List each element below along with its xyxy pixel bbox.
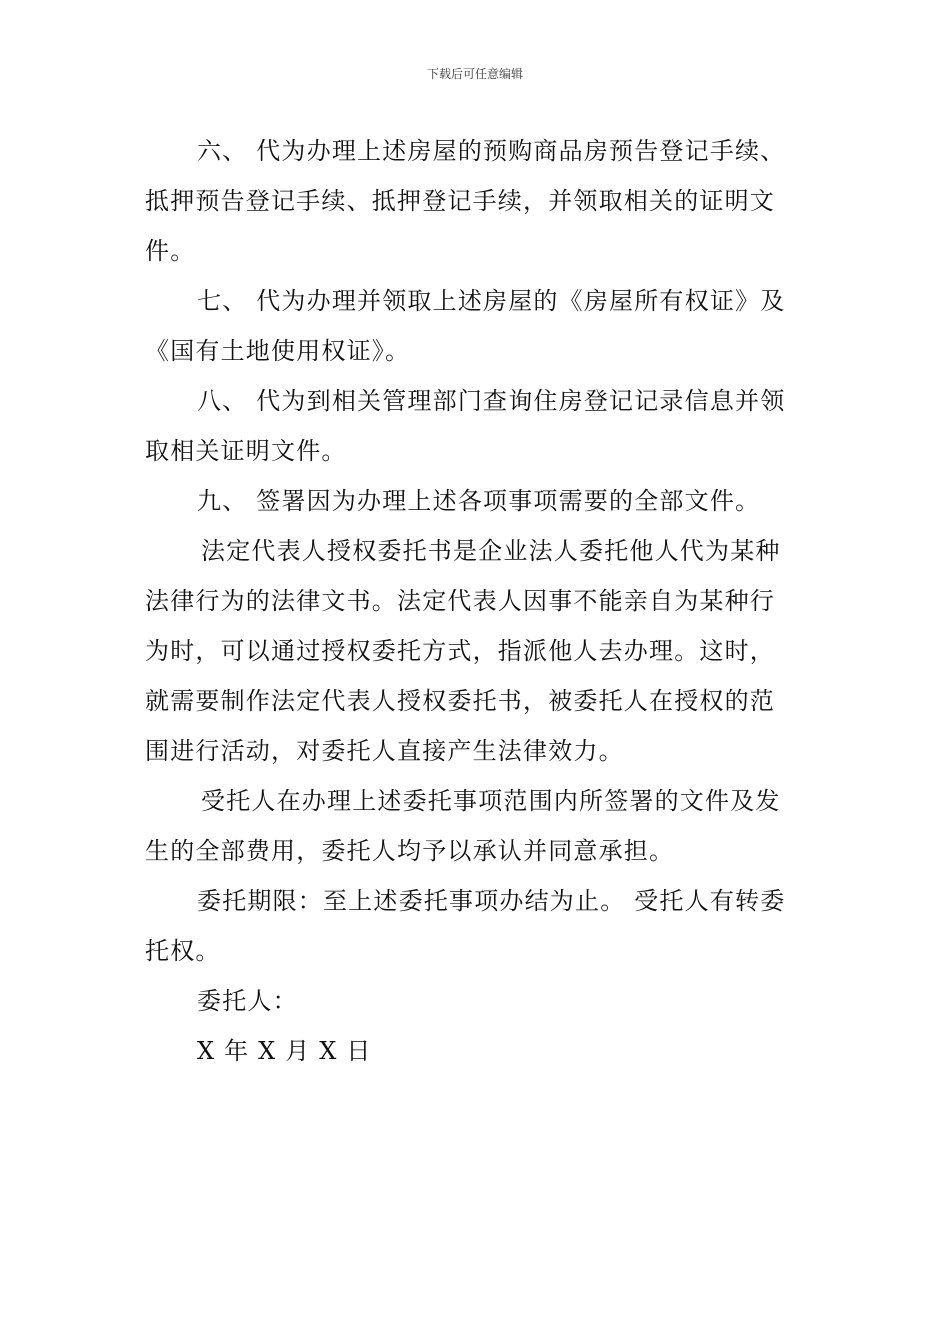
paragraph-line: 法定代表人授权委托书是企业法人委托他人代为某种 (201, 537, 781, 565)
document-body (145, 126, 807, 1076)
clause-7 (145, 276, 807, 376)
principal-signature-line (145, 976, 807, 1026)
acknowledgement-paragraph (145, 776, 807, 876)
paragraph-line: 法律行为的法律文书。法定代表人因事不能亲自为某种行 (145, 587, 775, 615)
paragraph-line: 七、 代为办理并领取上述房屋的《房屋所有权证》及 (197, 287, 786, 315)
term-paragraph (145, 876, 807, 976)
paragraph-line: 委托人： (197, 987, 298, 1015)
explanation-paragraph (145, 526, 807, 776)
paragraph-line: 抵押预告登记手续、抵押登记手续，并领取相关的证明文 (145, 187, 775, 215)
paragraph-line: 围进行活动，对委托人直接产生法律效力。 (145, 737, 624, 765)
paragraph-line: 为时，可以通过授权委托方式，指派他人去办理。这时， (145, 637, 775, 665)
paragraph-line: 受托人在办理上述委托事项范围内所签署的文件及发 (201, 787, 781, 815)
date-line (145, 1026, 807, 1076)
paragraph-line: 《国有土地使用权证》。 (145, 337, 411, 365)
paragraph-line: 六、 代为办理上述房屋的预购商品房预告登记手续、 (197, 137, 786, 165)
clause-9 (145, 476, 807, 526)
paragraph-line: 八、 代为到相关管理部门查询住房登记记录信息并领 (197, 387, 786, 415)
paragraph-line: 生的全部费用，委托人均予以承认并同意承担。 (145, 837, 675, 865)
clause-6 (145, 126, 807, 276)
paragraph-line: 托权。 (145, 937, 221, 965)
page-header-note: 下载后可任意编辑 (426, 67, 523, 81)
paragraph-line: 取相关证明文件。 (145, 437, 347, 465)
paragraph-line: 委托期限：至上述委托事项办结为止。 受托人有转委 (197, 887, 786, 915)
paragraph-line: 九、 签署因为办理上述各项事项需要的全部文件。 (197, 487, 761, 515)
clause-8 (145, 376, 807, 476)
paragraph-line: 件。 (145, 237, 196, 265)
paragraph-line: X 年 X 月 X 日 (197, 1037, 372, 1065)
paragraph-line: 就需要制作法定代表人授权委托书，被委托人在授权的范 (145, 687, 775, 715)
